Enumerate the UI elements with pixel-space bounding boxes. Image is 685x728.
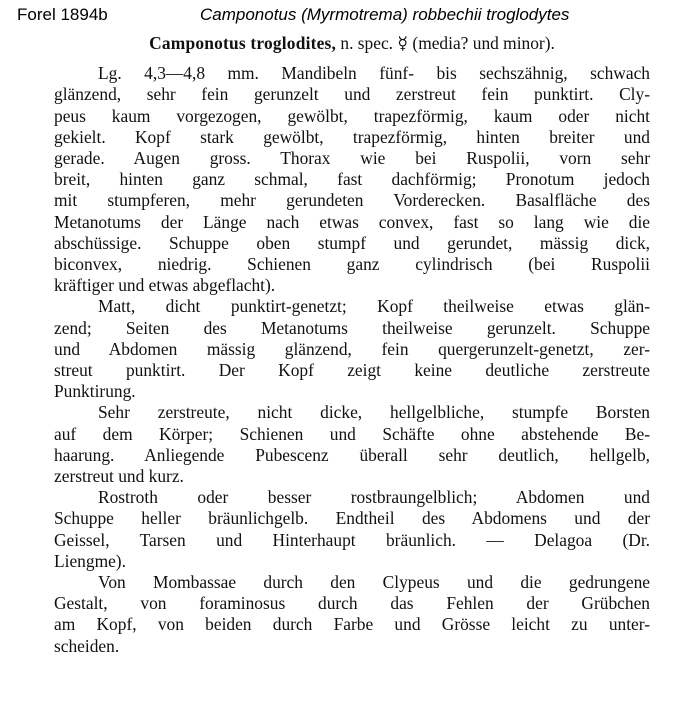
- citation-label: Forel 1894b: [17, 5, 108, 24]
- text-line: Von Mombassae durch den Clypeus und die gedrungene: [98, 572, 650, 593]
- text-line: breit, hinten ganz schmal, fast dachförmig; Pronotum jedoch: [54, 169, 650, 190]
- text-line: biconvex, niedrig. Schienen ganz cylindrisch (bei Ruspolii: [54, 254, 650, 275]
- text-line: mit stumpferen, mehr gerundeten Vorderecken. Basalfläche des: [54, 190, 650, 211]
- paragraph: [54, 487, 650, 572]
- paragraph: [54, 63, 650, 296]
- text-line: Rostroth oder besser rostbraungelblich; Abdomen und: [98, 487, 650, 508]
- text-line: zend; Seiten des Metanotums theilweise gerunzelt. Schuppe: [54, 317, 650, 338]
- taxon-label: Camponotus (Myrmotrema) robbechii troglodytes: [200, 5, 570, 24]
- text-line: gekielt. Kopf stark gewölbt, trapezförmig, hinten breiter und: [54, 126, 650, 147]
- page-header: [0, 0, 685, 30]
- text-line: Metanotums der Länge nach etwas convex, fast so lang wie die: [54, 211, 650, 232]
- text-line: und Abdomen mässig glänzend, fein quergerunzelt-genetzt, zer-: [54, 338, 650, 359]
- text-line: am Kopf, von beiden durch Farbe und Grösse leicht zu unter-: [54, 614, 650, 635]
- text-line: Matt, dicht punktirt-genetzt; Kopf theilweise etwas glän-: [98, 296, 650, 317]
- text-line: Gestalt, von foraminosus durch das Fehlen der Grübchen: [54, 593, 650, 614]
- text-line: Lg. 4,3—4,8 mm. Mandibeln fünf- bis sechszähnig, schwach: [98, 63, 650, 84]
- description-body: [54, 63, 650, 657]
- text-line: scheiden.: [54, 635, 120, 656]
- text-line: zerstreut und kurz.: [54, 466, 184, 487]
- species-description-type: n. spec. ☿ (media? und minor).: [340, 33, 555, 53]
- scanned-page: [54, 33, 650, 657]
- text-line: auf dem Körper; Schienen und Schäfte ohne abstehende Be-: [54, 423, 650, 444]
- text-line: glänzend, sehr fein gerunzelt und zerstreut fein punktirt. Cly-: [54, 84, 650, 105]
- species-name: Camponotus troglodites,: [149, 33, 337, 53]
- paragraph: [54, 572, 650, 657]
- text-line: haarung. Anliegende Pubescenz überall sehr deutlich, hellgelb,: [54, 444, 650, 465]
- text-line: Punktirung.: [54, 381, 136, 402]
- text-line: Schuppe heller bräunlichgelb. Endtheil des Abdomens und der: [54, 508, 650, 529]
- text-line: Liengme).: [54, 550, 126, 571]
- text-line: Sehr zerstreute, nicht dicke, hellgelbliche, stumpfe Borsten: [98, 402, 650, 423]
- text-line: Geissel, Tarsen und Hinterhaupt bräunlich. — Delagoa (Dr.: [54, 529, 650, 550]
- text-line: abschüssige. Schuppe oben stumpf und gerundet, mässig dick,: [54, 232, 650, 253]
- text-line: streut punktirt. Der Kopf zeigt keine deutliche zerstreute: [54, 360, 650, 381]
- text-line: peus kaum vorgezogen, gewölbt, trapezförmig, kaum oder nicht: [54, 105, 650, 126]
- species-title: [54, 33, 650, 54]
- paragraph: [54, 296, 650, 402]
- text-line: kräftiger und etwas abgeflacht).: [54, 275, 276, 296]
- text-line: gerade. Augen gross. Thorax wie bei Ruspolii, vorn sehr: [54, 148, 650, 169]
- paragraph: [54, 402, 650, 487]
